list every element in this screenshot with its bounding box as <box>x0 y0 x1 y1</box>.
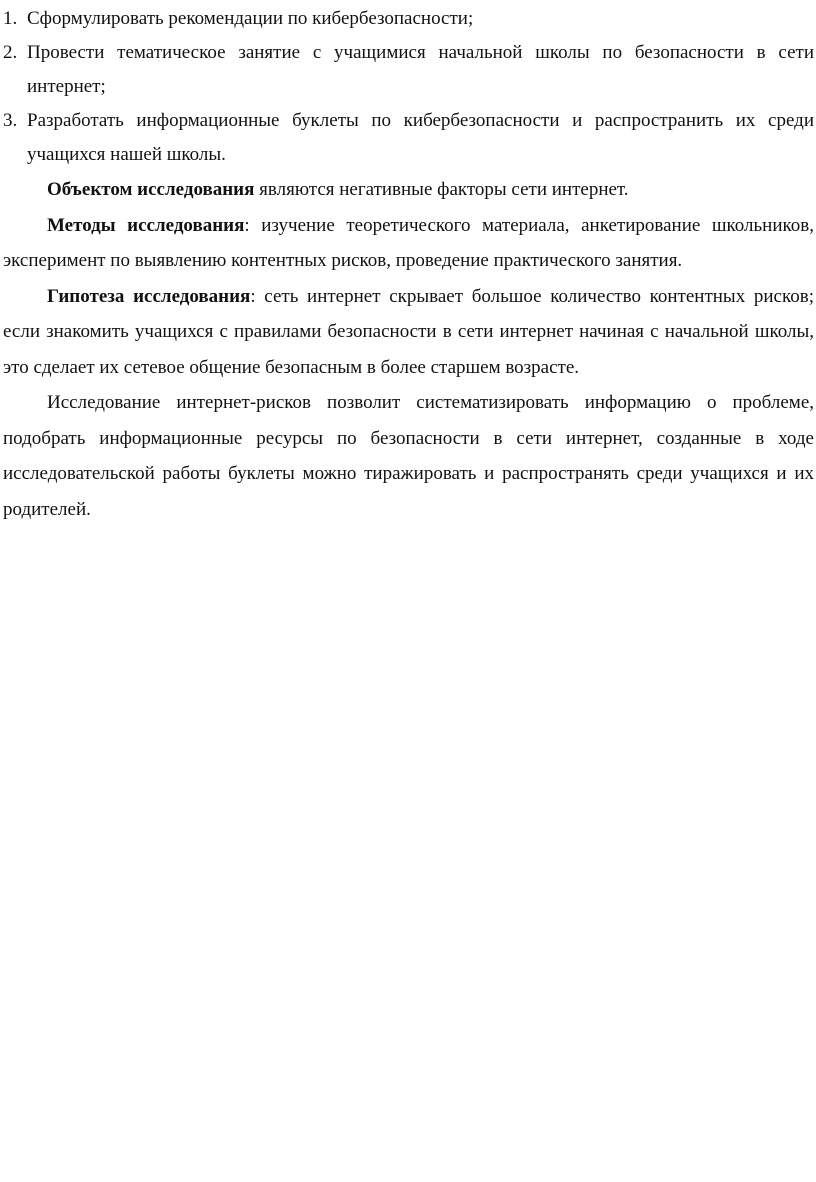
object-label: Объектом исследования <box>47 179 255 200</box>
methods-text: : изучение теоретического материала, анкетирование школьников, эксперимент по выявлению контентных рисков, проведение практического занятия. <box>3 214 814 271</box>
hypothesis-label: Гипотеза исследования <box>47 285 251 307</box>
list-item-text: Разработать информационные буклеты по кибербезопасности и распространить их среди учащихся нашей школы. <box>27 110 814 165</box>
list-item-number: 1. <box>3 8 18 29</box>
list-item <box>3 36 814 104</box>
list-item <box>3 2 814 36</box>
hypothesis-text: : сеть интернет скрывает большое количество контентных рисков; если знакомить учащихся с правилами безопасности в сети интернет начиная с начальной школы, это сделает их сетевое общение безопасным в более старшем возрасте. <box>3 285 814 378</box>
list-item <box>3 104 814 172</box>
document-body <box>3 2 814 527</box>
list-item-number: 3. <box>3 110 18 131</box>
object-text: являются негативные факторы сети интернет. <box>254 179 629 200</box>
list-item-text: Сформулировать рекомендации по кибербезопасности; <box>27 8 474 29</box>
conclusion-paragraph: Исследование интернет-рисков позволит систематизировать информацию о проблеме, подобрать информационные ресурсы по безопасности в сети интернет, созданные в ходе исследовательской работы буклеты можно тиражировать и распространять среди учащихся и их родителей. <box>3 392 814 520</box>
task-list <box>3 2 814 172</box>
object-paragraph <box>3 172 814 208</box>
hypothesis-paragraph <box>3 279 814 386</box>
list-item-text: Провести тематическое занятие с учащимися начальной школы по безопасности в сети интернет; <box>27 42 814 97</box>
methods-paragraph <box>3 208 814 279</box>
methods-label: Методы исследования <box>47 214 245 236</box>
list-item-number: 2. <box>3 42 18 63</box>
